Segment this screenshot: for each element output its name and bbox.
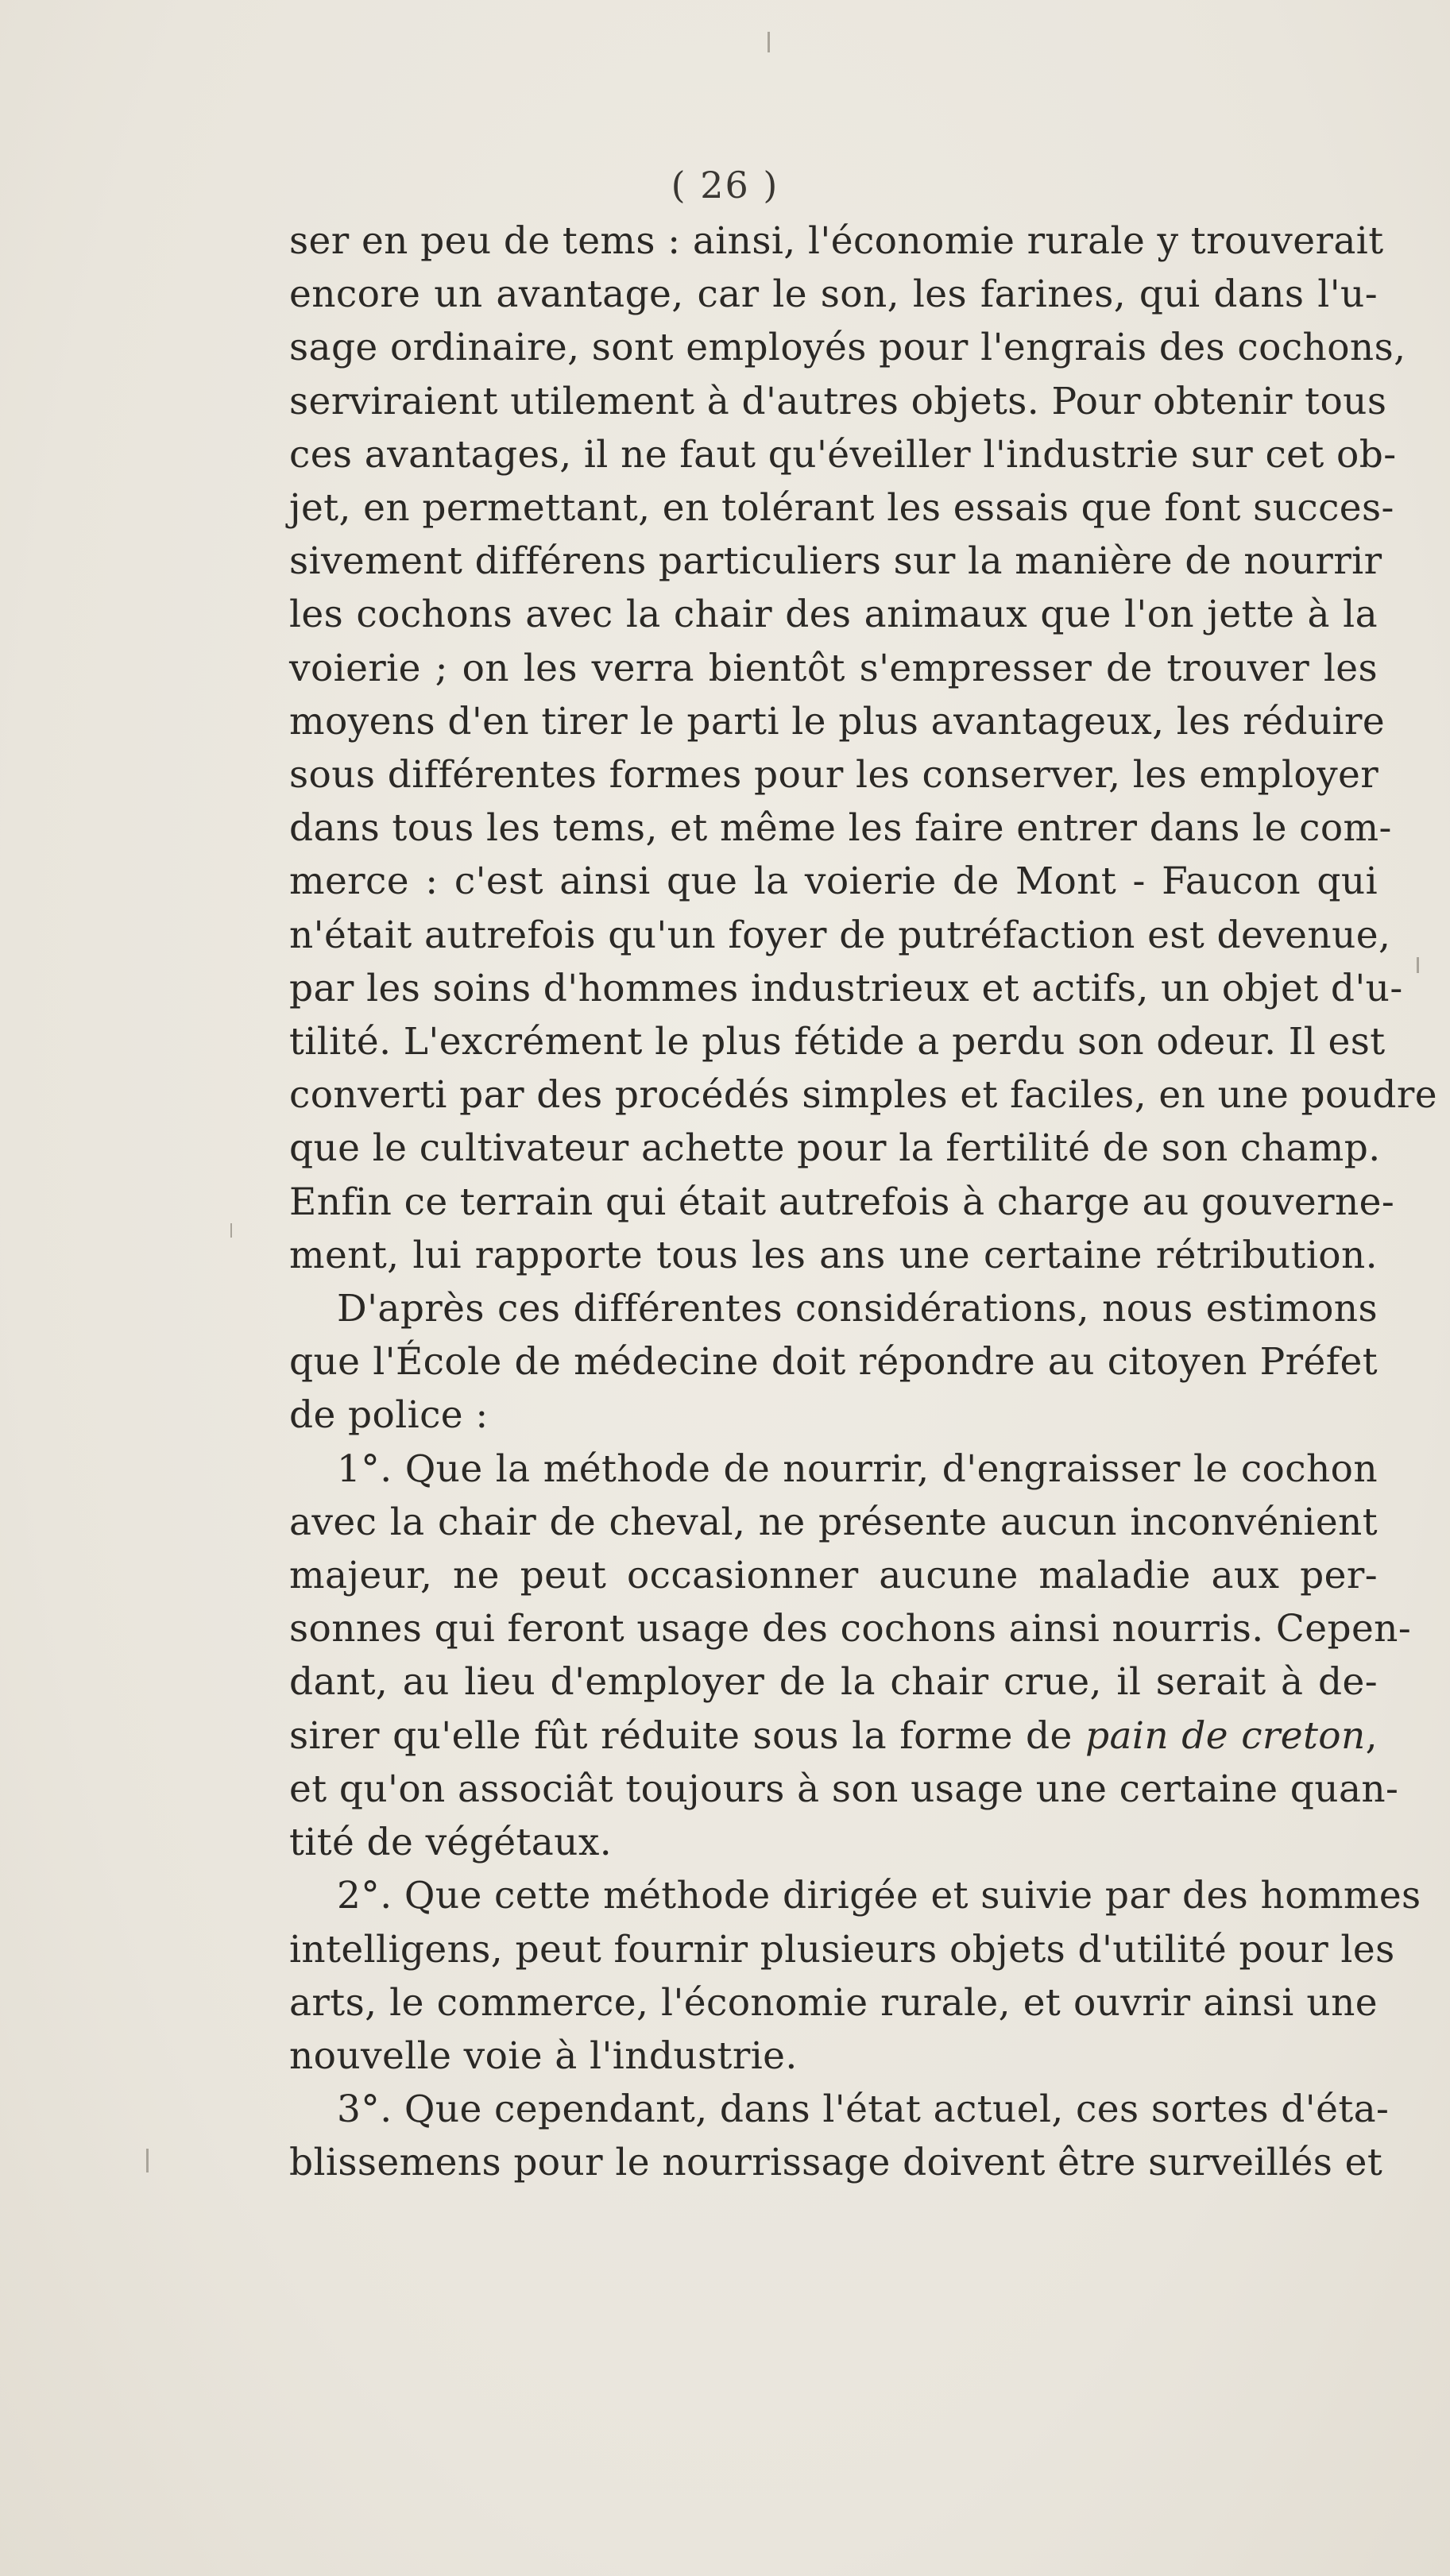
text-fragment: sirer qu'elle fût réduite sous la forme de (289, 1713, 1073, 1758)
text-line: 2°. Que cette méthode dirigée et suivie par des hommes (337, 1874, 1421, 1918)
text-line: ser en peu de tems : ainsi, l'économie rurale y trouverait (289, 219, 1384, 263)
text-line (289, 1709, 1378, 1763)
page-number: ( 26 ) (671, 164, 779, 207)
text-line: arts, le commerce, l'économie rurale, et ouvrir ainsi une (289, 1980, 1378, 2025)
text-line: tité de végétaux. (289, 1821, 613, 1865)
text-line: voierie ; on les verra bientôt s'empresser de trouver les (289, 646, 1378, 690)
text-line: blissemens pour le nourrissage doivent être surveillés et (289, 2141, 1383, 2185)
text-line: 1°. Que la méthode de nourrir, d'engraisser le cochon (337, 1446, 1378, 1491)
text-line: Enfin ce terrain qui était autrefois à charge au gouverne- (289, 1180, 1395, 1224)
ink-speck (768, 32, 770, 52)
text-line: encore un avantage, car le son, les farines, qui dans l'u- (289, 272, 1378, 317)
ink-speck (1417, 957, 1419, 973)
text-line: ces avantages, il ne faut qu'éveiller l'industrie sur cet ob- (289, 432, 1397, 477)
text-line: ment, lui rapporte tous les ans une certaine rétribution. (289, 1233, 1378, 1277)
text-line: D'après ces différentes considérations, nous estimons (337, 1287, 1378, 1331)
text-line: 3°. Que cependant, dans l'état actuel, ces sortes d'éta- (337, 2087, 1390, 2132)
text-line: par les soins d'hommes industrieux et actifs, un objet d'u- (289, 966, 1403, 1010)
text-line: et qu'on associât toujours à son usage une certaine quan- (289, 1767, 1399, 1811)
text-line: que l'École de médecine doit répondre au citoyen Préfet (289, 1340, 1378, 1385)
text-fragment: , (1365, 1713, 1378, 1758)
text-line: dans tous les tems, et même les faire entrer dans le com- (289, 806, 1392, 851)
text-line: jet, en permettant, en tolérant les essais que font succes- (289, 486, 1394, 531)
text-line: tilité. L'excrément le plus fétide a perdu son odeur. Il est (289, 1020, 1386, 1064)
text-line: moyens d'en tirer le parti le plus avantageux, les réduire (289, 699, 1386, 743)
text-line: serviraient utilement à d'autres objets. Pour obtenir tous (289, 379, 1387, 423)
ink-speck (146, 2149, 149, 2172)
text-line: sivement différens particuliers sur la manière de nourrir (289, 539, 1382, 584)
text-line: de police : (289, 1393, 489, 1438)
text-line: majeur, ne peut occasionner aucune maladie aux per- (289, 1554, 1378, 1598)
text-line: n'était autrefois qu'un foyer de putréfaction est devenue, (289, 913, 1391, 957)
text-line: converti par des procédés simples et faciles, en une poudre (289, 1073, 1437, 1118)
text-line: intelligens, peut fournir plusieurs objets d'utilité pour les (289, 1927, 1395, 1972)
text-line: sage ordinaire, sont employés pour l'engrais des cochons, (289, 326, 1406, 370)
italic-term: pain de creton (1085, 1713, 1366, 1758)
text-line: que le cultivateur achette pour la fertilité de son champ. (289, 1126, 1381, 1171)
text-line: merce : c'est ainsi que la voierie de Mont - Faucon qui (289, 859, 1378, 904)
text-line: dant, au lieu d'employer de la chair crue, il serait à de- (289, 1660, 1378, 1705)
ink-speck (230, 1223, 232, 1238)
text-line: les cochons avec la chair des animaux que l'on jette à la (289, 593, 1378, 637)
text-line: sous différentes formes pour les conserver, les employer (289, 753, 1379, 798)
text-line: avec la chair de cheval, ne présente aucun inconvénient (289, 1500, 1378, 1544)
text-line: nouvelle voie à l'industrie. (289, 2033, 798, 2078)
body-text (289, 214, 1437, 2190)
text-line: sonnes qui feront usage des cochons ainsi nourris. Cepen- (289, 1607, 1412, 1651)
